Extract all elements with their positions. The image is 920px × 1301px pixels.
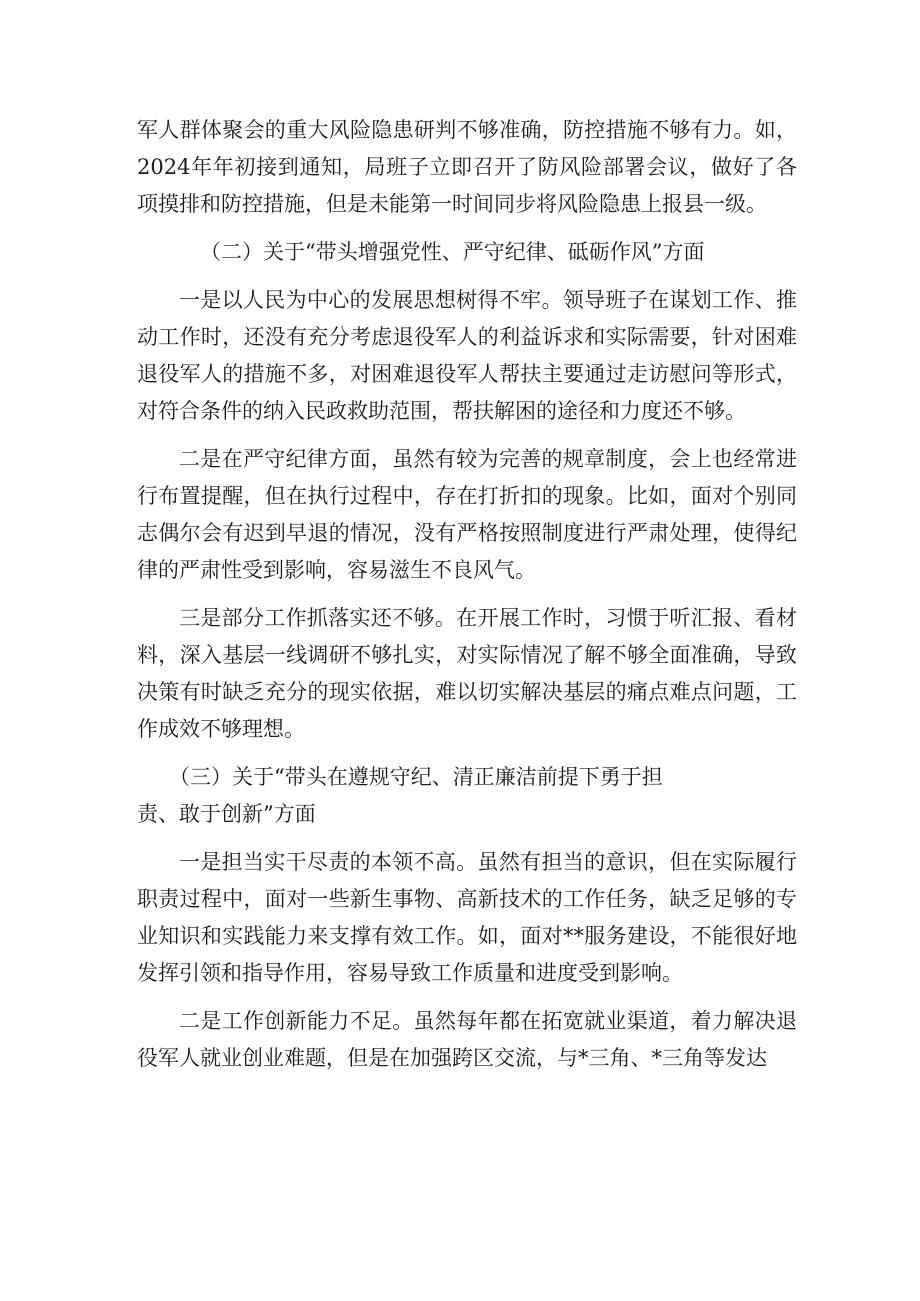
paragraph-point-5: 二是工作创新能力不足。虽然每年都在拓宽就业渠道，着力解决退役军人就业创业难题，但是在加强跨区交流，与*三角、*三角等发达 [137,1009,797,1070]
section-heading-3-line1: （三）关于“带头在遵规守纪、清正廉洁前提下勇于担 [169,765,663,789]
document-body [137,112,797,1088]
paragraph-point-2: 二是在严守纪律方面，虽然有较为完善的规章制度，会上也经常进行布置提醒，但在执行过程中，存在打折扣的现象。比如，面对个别同志偶尔会有迟到早退的情况，没有严格按照制度进行严肃处理，使得纪律的严肃性受到影响，容易滋生不良风气。 [137,447,797,582]
paragraph-point-1: 一是以人民为中心的发展思想树得不牢。领导班子在谋划工作、推动工作时，还没有充分考虑退役军人的利益诉求和实际需要，针对困难退役军人的措施不多，对困难退役军人帮扶主要通过走访慰问等形式，对符合条件的纳入民政救助范围，帮扶解困的途径和力度还不够。 [137,288,797,423]
section-heading-3 [137,759,797,833]
paragraph-continuation: 军人群体聚会的重大风险隐患研判不够准确，防控措施不够有力。如，2024年年初接到通知，局班子立即召开了防风险部署会议，做好了各项摸排和防控措施，但是未能第一时间同步将风险隐患上报县一级。 [137,118,797,216]
paragraph-point-3: 三是部分工作抓落实还不够。在开展工作时，习惯于听汇报、看材料，深入基层一线调研不够扎实，对实际情况了解不够全面准确，导致决策有时缺乏充分的现实依据，难以切实解决基层的痛点难点问题，工作成效不够理想。 [137,606,797,741]
section-heading-2: （二）关于“带头增强党性、严守纪律、砥砺作风”方面 [200,240,705,264]
section-heading-3-line2: 责、敢于创新”方面 [137,802,316,826]
paragraph-point-4: 一是担当实干尽责的本领不高。虽然有担当的意识，但在实际履行职责过程中，面对一些新生事物、高新技术的工作任务，缺乏足够的专业知识和实践能力来支撑有效工作。如，面对**服务建设，不能很好地发挥引领和指导作用，容易导致工作质量和进度受到影响。 [137,850,797,985]
